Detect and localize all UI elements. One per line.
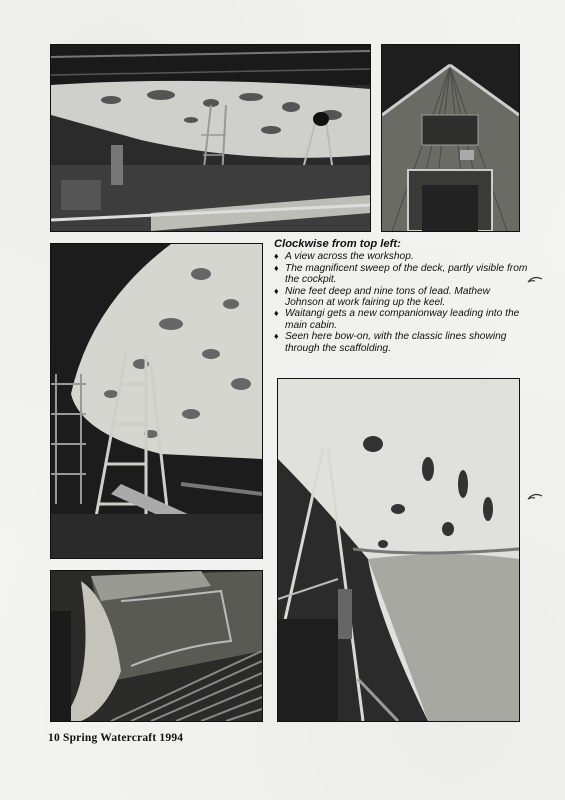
caption-item-text: A view across the workshop. [285,251,414,263]
diamond-bullet-icon: ♦ [274,262,279,273]
caption-item [274,331,529,354]
photo-workshop-view [50,44,371,232]
caption-item-text: Waitangi gets a new companionway leading into the main cabin. [285,308,520,331]
caption-item-text: Seen here bow-on, with the classic lines showing through the scaffolding. [285,331,507,354]
photo-caption [274,239,529,354]
diamond-bullet-icon: ♦ [274,251,279,262]
punch-hole-icon [526,276,544,288]
publication-name: Spring Watercraft 1994 [62,732,184,744]
caption-item [274,263,529,286]
photo-keel-fairing [50,243,263,559]
caption-item [274,286,529,309]
caption-heading: Clockwise from top left: [274,238,401,250]
caption-item [274,308,529,331]
page-footer [48,732,183,744]
diamond-bullet-icon: ♦ [274,308,279,319]
diamond-bullet-icon: ♦ [274,331,279,342]
caption-item-text: The magnificent sweep of the deck, partly visible from the cockpit. [285,262,528,286]
diamond-bullet-icon: ♦ [274,285,279,296]
caption-item-text: Nine feet deep and nine tons of lead. Mathew Johnson at work fairing up the keel. [285,285,491,309]
caption-item [274,251,529,262]
photo-companionway [50,570,263,722]
photo-bow-on [277,378,520,722]
punch-hole-icon [526,493,544,505]
page-number: 10 [48,732,60,744]
photo-deck-sweep [381,44,520,232]
